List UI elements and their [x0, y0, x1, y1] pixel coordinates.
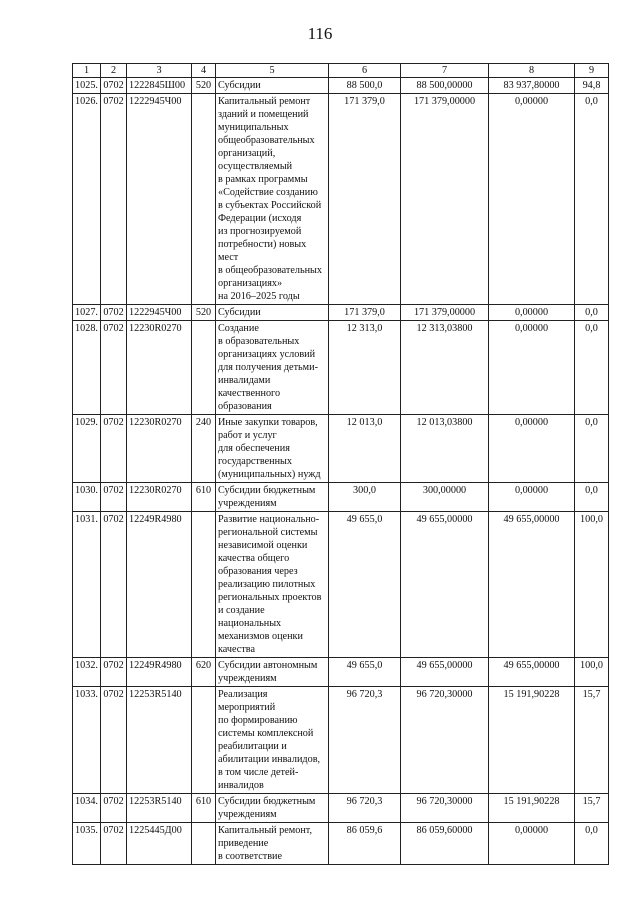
expense-type-code: 520 [192, 78, 216, 94]
section-code: 0702 [101, 687, 127, 794]
approved-amount: 49 655,0 [329, 512, 401, 658]
refined-amount: 300,00000 [401, 483, 489, 512]
execution-percent: 0,0 [575, 483, 609, 512]
execution-percent: 0,0 [575, 321, 609, 415]
table-row [73, 823, 609, 865]
header-col-3: 3 [127, 64, 192, 78]
target-article-code: 1225445Д00 [127, 823, 192, 865]
table-row [73, 512, 609, 658]
budget-table [72, 63, 609, 865]
item-name: Иные закупки товаров, работ и услуг для обеспечения государственных (муниципальных) нужд [216, 415, 329, 483]
expense-type-code [192, 823, 216, 865]
table-row [73, 94, 609, 305]
expense-type-code: 620 [192, 658, 216, 687]
refined-amount: 88 500,00000 [401, 78, 489, 94]
executed-amount: 49 655,00000 [489, 658, 575, 687]
section-code: 0702 [101, 512, 127, 658]
executed-amount: 0,00000 [489, 321, 575, 415]
header-col-9: 9 [575, 64, 609, 78]
refined-amount: 12 313,03800 [401, 321, 489, 415]
target-article-code: 12249R4980 [127, 512, 192, 658]
executed-amount: 15 191,90228 [489, 794, 575, 823]
row-number: 1034. [73, 794, 101, 823]
header-col-4: 4 [192, 64, 216, 78]
item-name: Субсидии [216, 305, 329, 321]
section-code: 0702 [101, 658, 127, 687]
table-body [73, 78, 609, 865]
approved-amount: 86 059,6 [329, 823, 401, 865]
expense-type-code: 520 [192, 305, 216, 321]
expense-type-code [192, 687, 216, 794]
expense-type-code: 240 [192, 415, 216, 483]
executed-amount: 0,00000 [489, 305, 575, 321]
row-number: 1035. [73, 823, 101, 865]
target-article-code: 12230R0270 [127, 483, 192, 512]
row-number: 1025. [73, 78, 101, 94]
row-number: 1031. [73, 512, 101, 658]
item-name: Субсидии автономным учреждениям [216, 658, 329, 687]
table-row [73, 658, 609, 687]
target-article-code: 12230R0270 [127, 415, 192, 483]
item-name: Создание в образовательных организациях условий для получения детьми- инвалидами качественного образования [216, 321, 329, 415]
approved-amount: 49 655,0 [329, 658, 401, 687]
item-name: Реализация мероприятий по формированию системы комплексной реабилитации и абилитации инвалидов, в том числе детей- инвалидов [216, 687, 329, 794]
header-col-7: 7 [401, 64, 489, 78]
target-article-code: 12253R5140 [127, 687, 192, 794]
item-name: Капитальный ремонт, приведение в соответствие [216, 823, 329, 865]
expense-type-code [192, 94, 216, 305]
section-code: 0702 [101, 483, 127, 512]
row-number: 1026. [73, 94, 101, 305]
expense-type-code: 610 [192, 483, 216, 512]
approved-amount: 88 500,0 [329, 78, 401, 94]
row-number: 1032. [73, 658, 101, 687]
refined-amount: 86 059,60000 [401, 823, 489, 865]
approved-amount: 300,0 [329, 483, 401, 512]
item-name: Капитальный ремонт зданий и помещений муниципальных общеобразовательных организаций, осуществляемый в рамках программы «Содействие созданию в субъектах Российской Федерации (исходя из прогнозируемой потребности) новых мест в общеобразовательных организациях» на 2016–2025 годы [216, 94, 329, 305]
table-row [73, 78, 609, 94]
executed-amount: 49 655,00000 [489, 512, 575, 658]
section-code: 0702 [101, 321, 127, 415]
executed-amount: 0,00000 [489, 823, 575, 865]
target-article-code: 1222845Ш00 [127, 78, 192, 94]
target-article-code: 12230R0270 [127, 321, 192, 415]
page-number: 116 [307, 24, 333, 43]
expense-type-code [192, 321, 216, 415]
approved-amount: 96 720,3 [329, 794, 401, 823]
row-number: 1028. [73, 321, 101, 415]
execution-percent: 100,0 [575, 512, 609, 658]
table-row [73, 321, 609, 415]
row-number: 1027. [73, 305, 101, 321]
target-article-code: 1222945Ч00 [127, 305, 192, 321]
row-number: 1030. [73, 483, 101, 512]
section-code: 0702 [101, 794, 127, 823]
expense-type-code [192, 512, 216, 658]
table-row [73, 415, 609, 483]
executed-amount: 0,00000 [489, 415, 575, 483]
row-number: 1029. [73, 415, 101, 483]
item-name: Субсидии бюджетным учреждениям [216, 794, 329, 823]
header-col-6: 6 [329, 64, 401, 78]
section-code: 0702 [101, 94, 127, 305]
refined-amount: 49 655,00000 [401, 512, 489, 658]
approved-amount: 12 013,0 [329, 415, 401, 483]
target-article-code: 12249R4980 [127, 658, 192, 687]
execution-percent: 0,0 [575, 305, 609, 321]
execution-percent: 15,7 [575, 794, 609, 823]
execution-percent: 15,7 [575, 687, 609, 794]
refined-amount: 49 655,00000 [401, 658, 489, 687]
executed-amount: 83 937,80000 [489, 78, 575, 94]
executed-amount: 0,00000 [489, 94, 575, 305]
execution-percent: 94,8 [575, 78, 609, 94]
header-row [73, 64, 609, 78]
approved-amount: 96 720,3 [329, 687, 401, 794]
section-code: 0702 [101, 305, 127, 321]
row-number: 1033. [73, 687, 101, 794]
header-col-1: 1 [73, 64, 101, 78]
approved-amount: 171 379,0 [329, 94, 401, 305]
table-row [73, 794, 609, 823]
execution-percent: 100,0 [575, 658, 609, 687]
header-col-5: 5 [216, 64, 329, 78]
execution-percent: 0,0 [575, 823, 609, 865]
refined-amount: 96 720,30000 [401, 794, 489, 823]
executed-amount: 0,00000 [489, 483, 575, 512]
target-article-code: 12253R5140 [127, 794, 192, 823]
executed-amount: 15 191,90228 [489, 687, 575, 794]
table-row [73, 687, 609, 794]
header-col-2: 2 [101, 64, 127, 78]
approved-amount: 171 379,0 [329, 305, 401, 321]
section-code: 0702 [101, 415, 127, 483]
table-row [73, 483, 609, 512]
execution-percent: 0,0 [575, 415, 609, 483]
header-col-8: 8 [489, 64, 575, 78]
refined-amount: 12 013,03800 [401, 415, 489, 483]
table-row [73, 305, 609, 321]
section-code: 0702 [101, 78, 127, 94]
target-article-code: 1222945Ч00 [127, 94, 192, 305]
refined-amount: 96 720,30000 [401, 687, 489, 794]
item-name: Развитие национально- региональной системы независимой оценки качества общего образования через реализацию пилотных региональных проектов и создание национальных механизмов оценки качества [216, 512, 329, 658]
item-name: Субсидии [216, 78, 329, 94]
expense-type-code: 610 [192, 794, 216, 823]
execution-percent: 0,0 [575, 94, 609, 305]
refined-amount: 171 379,00000 [401, 94, 489, 305]
section-code: 0702 [101, 823, 127, 865]
item-name: Субсидии бюджетным учреждениям [216, 483, 329, 512]
approved-amount: 12 313,0 [329, 321, 401, 415]
refined-amount: 171 379,00000 [401, 305, 489, 321]
